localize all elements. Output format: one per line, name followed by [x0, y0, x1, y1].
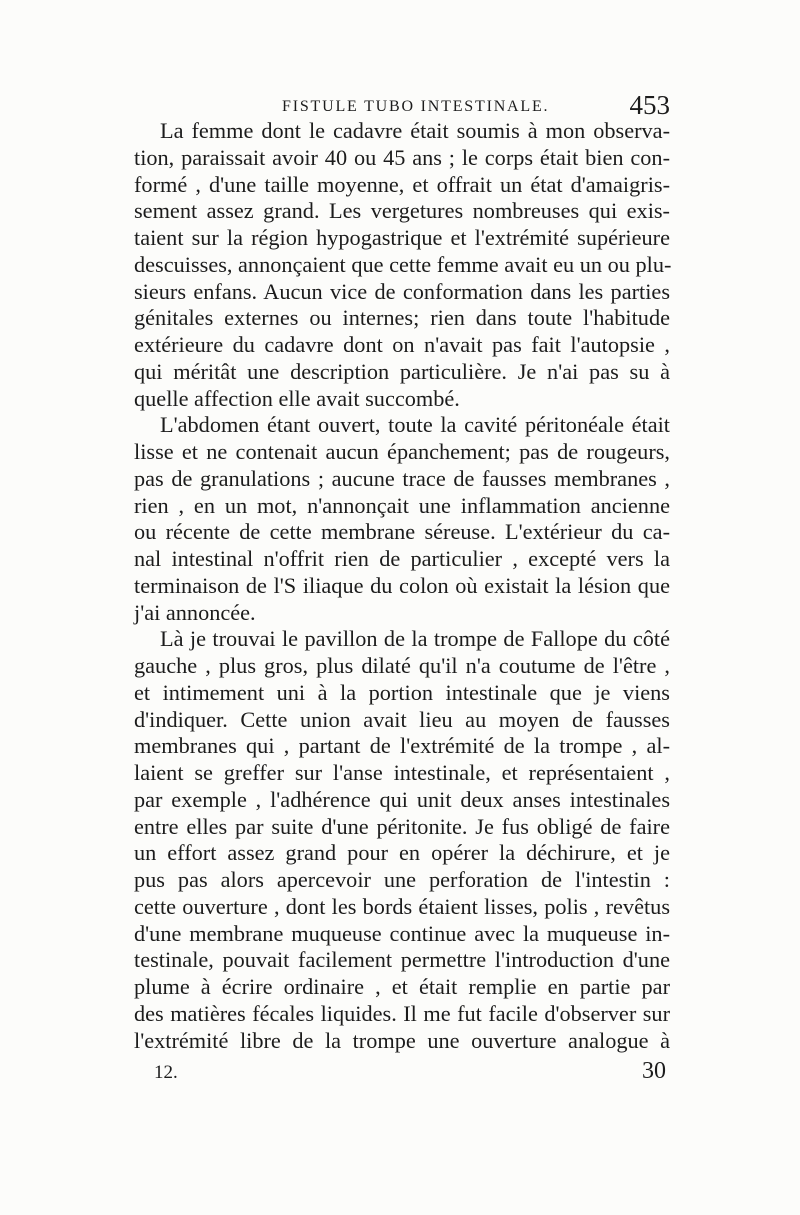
text-line: d'indiquer. Cette union avait lieu au moyen de fausses [134, 706, 670, 732]
text-line: des matières fécales liquides. Il me fut facile d'observer sur [134, 1000, 670, 1026]
text-line: laient se greffer sur l'anse intestinale, et représentaient , [134, 760, 670, 785]
text-line: j'ai annoncée. [134, 599, 256, 625]
text-line: Là je trouvai le pavillon de la trompe de Fallope du côté [160, 626, 670, 652]
text-line: tion, paraissait avoir 40 ou 45 ans ; le corps était bien con- [134, 144, 670, 170]
signature-mark: 12. [154, 1062, 178, 1083]
text-line: génitales externes ou internes; rien dans toute l'habitude [134, 305, 670, 331]
text-line: d'une membrane muqueuse continue avec la muqueuse in- [134, 920, 670, 946]
text-line: nal intestinal n'offrit rien de particulier , excepté vers la [134, 546, 670, 571]
text-line: plume à écrire ordinaire , et était remplie en partie par [134, 974, 670, 999]
text-line: formé , d'une taille moyenne, et offrait un état d'amaigris- [134, 171, 670, 197]
paragraph-3 [134, 626, 670, 1054]
page-footer [134, 1058, 670, 1098]
text-line: par exemple , l'adhérence qui unit deux anses intestinales [134, 786, 670, 812]
paragraph-2 [134, 412, 670, 626]
text-line: membranes qui , partant de l'extrémité de la trompe , al- [134, 733, 670, 759]
text-line: terminaison de l'S iliaque du colon où existait la lésion que [134, 572, 670, 598]
text-line: L'abdomen étant ouvert, toute la cavité péritonéale était [160, 412, 670, 438]
text-line: quelle affection elle avait succombé. [134, 385, 460, 411]
text-line: pus pas alors apercevoir une perforation de l'intestin : [134, 867, 670, 892]
body-text [134, 118, 670, 1054]
text-line: et intimement uni à la portion intestinale que je viens [134, 679, 670, 705]
running-title: FISTULE TUBO INTESTINALE. [282, 98, 550, 115]
text-line: descuisses, annonçaient que cette femme avait eu un ou plu- [134, 251, 672, 277]
page-number: 453 [629, 90, 670, 120]
text-line: pas de granulations ; aucune trace de fausses membranes , [134, 465, 670, 491]
text-line: gauche , plus gros, plus dilaté qu'il n'a coutume de l'être , [134, 653, 670, 678]
text-line: rien , en un mot, n'annonçait une inflammation ancienne [134, 492, 670, 518]
text-line: La femme dont le cadavre était soumis à mon observa- [160, 118, 670, 143]
text-line: extérieure du cadavre dont on n'avait pas fait l'autopsie , [134, 332, 670, 357]
text-line: un effort assez grand pour en opérer la déchirure, et je [134, 840, 670, 866]
text-line: sieurs enfans. Aucun vice de conformation dans les parties [134, 278, 670, 304]
text-line: testinale, pouvait facilement permettre l'introduction d'une [134, 947, 670, 973]
text-line: entre elles par suite d'une péritonite. Je fus obligé de faire [134, 813, 670, 839]
text-line: cette ouverture , dont les bords étaient lisses, polis , revêtus [134, 893, 670, 919]
text-line: taient sur la région hypogastrique et l'extrémité supérieure [134, 225, 670, 250]
text-line: sement assez grand. Les vergetures nombreuses qui exis- [134, 198, 670, 224]
text-line: lisse et ne contenait aucun épanchement; pas de rougeurs, [134, 439, 670, 464]
text-line: ou récente de cette membrane séreuse. L'extérieur du ca- [134, 519, 670, 545]
text-line: qui méritât une description particulière. Je n'ai pas su à [134, 358, 670, 384]
catchword: 30 [642, 1058, 666, 1084]
text-line: l'extrémité libre de la trompe une ouverture analogue à [134, 1027, 670, 1053]
paragraph-1 [134, 118, 670, 412]
